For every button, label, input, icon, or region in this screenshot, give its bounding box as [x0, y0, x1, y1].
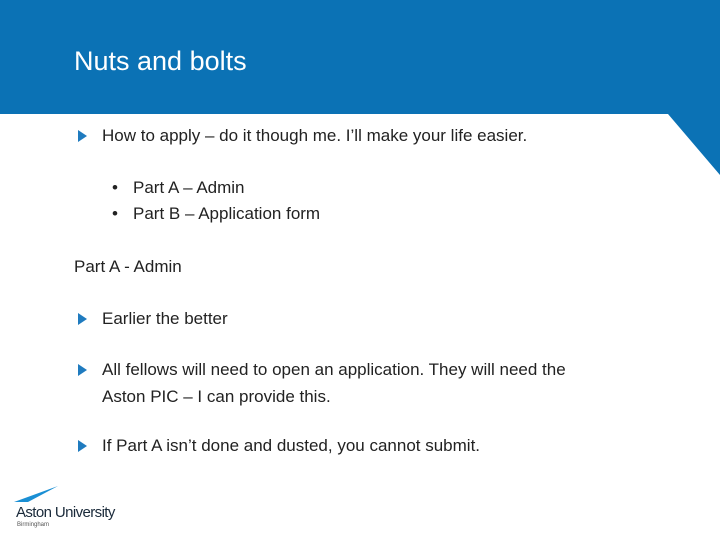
bullet-text: All fellows will need to open an application. They will need the — [102, 360, 566, 379]
triangle-bullet-icon — [78, 130, 87, 142]
dot-bullet-icon: • — [112, 204, 118, 223]
bullet-text: Earlier the better — [102, 309, 228, 328]
dot-bullet-icon: • — [112, 178, 118, 197]
logo-mark-icon — [14, 484, 60, 504]
slide-title: Nuts and bolts — [74, 46, 247, 76]
sub-item: Part A – Admin — [133, 178, 245, 197]
triangle-bullet-icon — [78, 440, 87, 452]
logo-tagline: Birmingham — [17, 522, 50, 528]
triangle-bullet-icon — [78, 313, 87, 325]
section-heading: Part A - Admin — [74, 257, 182, 276]
aston-university-logo — [12, 484, 132, 532]
triangle-bullet-icon — [78, 364, 87, 376]
sub-item: Part B – Application form — [133, 204, 321, 223]
bullet-text: If Part A isn’t done and dusted, you cannot submit. — [102, 436, 481, 455]
intro-text: How to apply – do it though me. I’ll make your life easier. — [102, 126, 528, 145]
bullet-text-continued: Aston PIC – I can provide this. — [102, 387, 331, 406]
logo-name: Aston University — [16, 504, 115, 521]
